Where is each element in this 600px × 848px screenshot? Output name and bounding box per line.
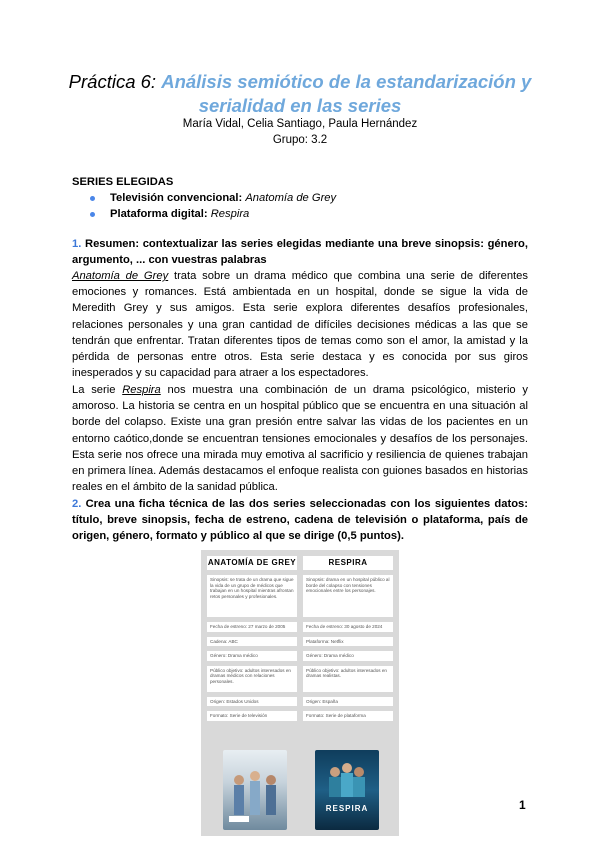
ficha-cell: Género: Drama médico — [207, 651, 297, 661]
series-title-link: Respira — [122, 384, 161, 396]
ficha-tecnica-image — [201, 550, 399, 836]
series-label: Plataforma digital: — [110, 208, 208, 220]
paragraph-prefix: La serie — [72, 384, 123, 396]
poster-figures-icon — [315, 750, 379, 830]
ficha-left-column — [207, 556, 297, 721]
respira-poster-title: RESPIRA — [325, 804, 369, 813]
ficha-cell: Sinopsis: se trata de un drama que sigue la vida de un grupo de médicos que trabajan en un hospital mientras afrontan retos personales y profesionales. — [207, 575, 297, 617]
ficha-cell: Origen: España — [303, 697, 393, 707]
ficha-cell: Fecha de estreno: 30 agosto de 2024 — [303, 622, 393, 632]
section1-heading — [72, 236, 528, 268]
ficha-cell: Plataforma: Netflix — [303, 637, 393, 647]
ficha-cell: Formato: Serie de plataforma — [303, 711, 393, 721]
paragraph-text: trata sobre un drama médico que combina una serie de diferentes emociones y romances. Está ambientada en un hospital, donde se sigue la vida de Meredith Grey y sus amigos. Esta serie explora diferentes desafíos profesionales, relaciones personales y una gran cantidad de difíciles decisiones médicas a las que se tendrán que enfrentar. Tratan diferentes tipos de temas como son el amor, la amistad y la pérdida de personas entre otros. Esta serie destaca y es conocida por sus giros inesperados y su capacidad para atraer a los espectadores. — [72, 270, 528, 380]
series-label: Televisión convencional: — [110, 192, 243, 204]
ficha-cell: Cadena: ABC — [207, 637, 297, 647]
series-value: Anatomía de Grey — [245, 192, 337, 204]
ficha-cell: Público objetivo: adultos interesados en dramas realistas. — [303, 666, 393, 692]
section1-number: 1. — [72, 238, 82, 250]
ficha-cell: Formato: Serie de televisión — [207, 711, 297, 721]
list-item — [88, 190, 336, 206]
section1-paragraph1 — [72, 268, 528, 381]
section2-heading-text: Crea una ficha técnica de las dos series seleccionadas con los siguientes datos: título, breve sinopsis, fecha de estreno, cadena de televisión o plataforma, país de origen, género, formato y público al que se dirige (0,5 puntos). — [72, 498, 528, 543]
group: Grupo: 3.2 — [272, 134, 328, 146]
authors: María Vidal, Celia Santiago, Paula Hernández — [182, 118, 418, 130]
respira-poster-image — [315, 750, 379, 830]
ficha-cell: Público objetivo: adultos interesados en dramas médicos con relaciones personales. — [207, 666, 297, 692]
section2-heading — [72, 496, 528, 545]
page-number: 1 — [519, 798, 526, 812]
series-title-link: Anatomía de Grey — [72, 270, 169, 282]
paragraph-text: nos muestra una combinación de un drama psicológico, misterio y amoroso. La historia se centra en un hospital público que se encuentra en una situación al borde del colapso. Existe una gran presión entre salvar las vidas de los pacientes en un entorno caótico,donde se encuentran tensiones emocionales y desafíos de los personajes. Esta serie nos ofrece una mirada muy emotiva al sacrificio y resiliencia de quienes trabajan en primera línea. Además destacamos el enfoque realista con guiones basados en historias reales en el ámbito de la sanidad pública. — [72, 384, 528, 494]
ficha-cell: Fecha de estreno: 27 marzo de 2005 — [207, 622, 297, 632]
ficha-left-title: ANATOMÍA DE GREY — [207, 556, 297, 570]
ficha-right-column — [303, 556, 393, 721]
series-value: Respira — [210, 208, 250, 220]
section1-heading-text: Resumen: contextualizar las series elegidas mediante una breve sinopsis: género, argumento, ... con vuestras palabras — [72, 238, 529, 267]
ficha-cell: Origen: Estados Unidos — [207, 697, 297, 707]
section2-number: 2. — [72, 498, 82, 510]
section1-paragraph2 — [72, 382, 528, 495]
ficha-cell: Género: Drama médico — [303, 651, 393, 661]
document-title — [60, 70, 540, 118]
series-list — [88, 190, 336, 222]
title-prefix: Práctica 6: — [68, 71, 162, 92]
anatomia-poster-image — [223, 750, 287, 830]
ficha-right-title: RESPIRA — [303, 556, 393, 570]
title-main: Análisis semiótico de la estandarización y serialidad en las series — [161, 71, 532, 116]
poster-figures-icon — [223, 750, 287, 830]
list-item — [88, 206, 336, 222]
series-heading: SERIES ELEGIDAS — [72, 176, 174, 188]
ficha-cell: Sinopsis: drama en un hospital público al borde del colapso con tensiones emocionales entre los personajes. — [303, 575, 393, 617]
